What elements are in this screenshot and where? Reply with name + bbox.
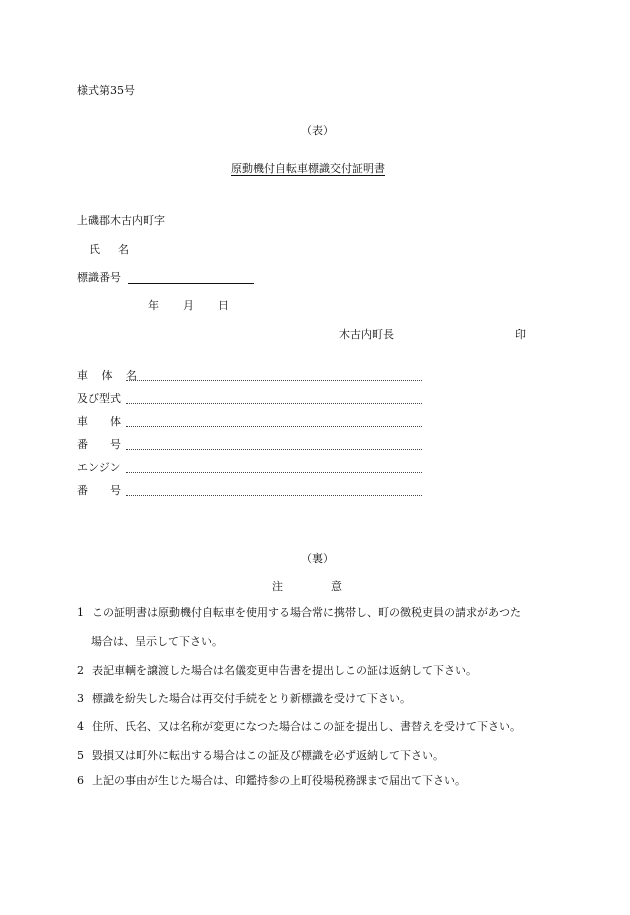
note-item	[77, 692, 411, 706]
dotted-line	[126, 449, 422, 450]
date-month: 月	[183, 299, 194, 312]
vehicle-field-row	[77, 484, 422, 498]
front-side-label: （表）	[301, 124, 334, 137]
address-label: 上磯郡木古内町字	[77, 214, 165, 227]
dotted-line	[126, 403, 422, 404]
note-text: 表記車輌を譲渡した場合は名儀変更申告書を提出しこの証は返納して下さい。	[92, 664, 477, 677]
date-line	[148, 299, 229, 313]
vehicle-field-row	[77, 415, 422, 429]
vehicle-field-label: 車 体	[77, 415, 121, 428]
seal-label: 印	[515, 328, 526, 341]
name-label-part: 名	[118, 243, 129, 256]
notes-title-part: 意	[331, 580, 342, 593]
vehicle-field-row	[77, 461, 422, 475]
notes-title	[272, 580, 342, 594]
vehicle-field-label: エンジン	[77, 461, 121, 474]
back-side-label: （裏）	[301, 552, 334, 565]
form-number: 様式第35号	[77, 84, 135, 97]
note-number: 2	[77, 664, 84, 677]
note-number: 3	[77, 692, 84, 705]
document-title: 原動機付自転車標識交付証明書	[231, 162, 385, 175]
name-label-part: 氏	[89, 243, 100, 256]
vehicle-field-label: 番 号	[77, 484, 121, 497]
note-text: 住所、氏名、又は名称が変更になつた場合はこの証を提出し、書替えを受けて下さい。	[92, 720, 521, 733]
note-number: 1	[77, 606, 84, 619]
note-item	[77, 749, 444, 763]
plate-number-line	[128, 283, 254, 284]
vehicle-field-row	[77, 392, 422, 406]
date-day: 日	[218, 299, 229, 312]
dotted-line	[126, 380, 422, 381]
vehicle-field-label: 番 号	[77, 438, 121, 451]
note-item	[77, 774, 466, 788]
plate-number-label: 標識番号	[77, 271, 121, 284]
vehicle-field-row	[77, 438, 422, 452]
vehicle-field-row	[77, 369, 422, 383]
notes-title-part: 注	[272, 580, 283, 593]
note-continuation: 場合は、呈示して下さい。	[91, 635, 223, 648]
note-text: 標識を紛失した場合は再交付手続をとり新標識を受けて下さい。	[92, 692, 411, 705]
note-number: 5	[77, 749, 84, 762]
note-item	[77, 664, 477, 678]
note-item	[77, 720, 521, 734]
vehicle-field-label: 車 体 名	[77, 369, 142, 382]
note-number: 4	[77, 720, 84, 733]
note-text: この証明書は原動機付自転車を使用する場合常に携帯し、町の徴税吏員の請求があつた	[92, 606, 521, 619]
date-year: 年	[148, 299, 159, 312]
note-number: 6	[77, 774, 84, 787]
dotted-line	[126, 426, 422, 427]
name-label	[89, 243, 129, 257]
dotted-line	[126, 472, 422, 473]
issuer-label: 木古内町長	[339, 328, 394, 341]
note-text: 毀損又は町外に転出する場合はこの証及び標識を必ず返納して下さい。	[92, 749, 444, 762]
note-item	[77, 606, 521, 620]
dotted-line	[126, 495, 422, 496]
vehicle-field-label: 及び型式	[77, 392, 121, 405]
note-text: 上記の事由が生じた場合は、印鑑持参の上町役場税務課まで届出て下さい。	[92, 774, 466, 787]
